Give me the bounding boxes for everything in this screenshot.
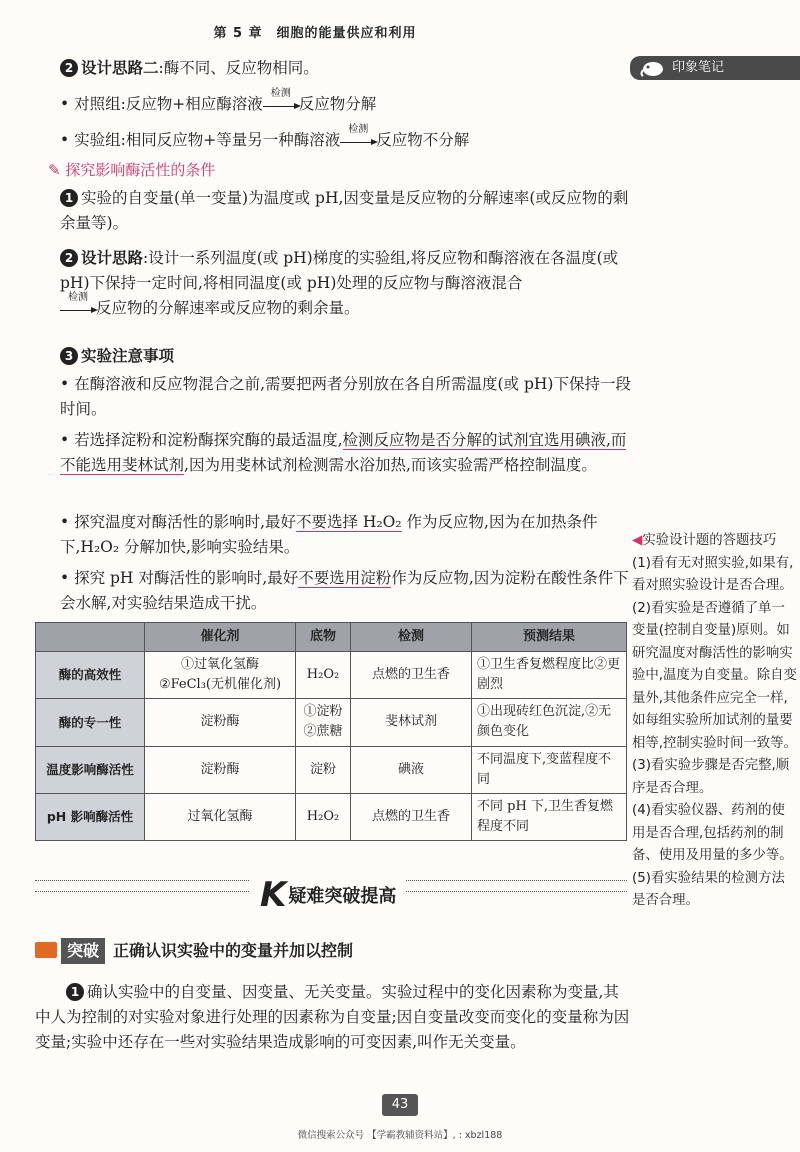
- sidebar-title: [632, 530, 798, 553]
- table-header: 检测: [351, 623, 472, 652]
- cell-result: ①卫生香复燃程度比②更剧烈: [472, 652, 627, 699]
- num-badge: 1: [60, 189, 78, 207]
- arrow-label: 检测: [270, 88, 291, 99]
- row-label: 温度影响酶活性: [36, 746, 145, 793]
- para-1-text: 实验的自变量(单一变量)为温度或 pH,因变量是反应物的分解速率(或反应物的剩余量等)。: [60, 189, 629, 232]
- experiment-prefix: • 实验组:相同反应物+等量另一种酶溶液: [60, 131, 341, 149]
- pen-icon: ✎: [48, 161, 61, 179]
- table-header: [36, 623, 145, 652]
- table-row: [36, 699, 627, 746]
- cell-catalyst: 过氧化氢酶: [145, 793, 296, 840]
- bullet-3-underlined: 不要选择 H₂O₂: [296, 513, 402, 531]
- cell-result: 不同温度下,变蓝程度不同: [472, 746, 627, 793]
- section3-para: [35, 980, 630, 1054]
- cell-detect: 斐林试剂: [351, 699, 472, 746]
- sidebar-item: (3)看实验步骤是否完整,顺序是否合理。: [632, 758, 790, 796]
- bullet-4-a: • 探究 pH 对酶活性的影响时,最好: [60, 569, 299, 587]
- cell-line: ①淀粉: [303, 704, 343, 720]
- heading-text: 探究影响酶活性的条件: [65, 161, 216, 179]
- banner-title: 疑难突破提高: [288, 886, 397, 907]
- sidebar-item: (5)看实验结果的检测方法是否合理。: [632, 870, 785, 908]
- para-2-label: 设计思路: [81, 249, 144, 267]
- cell-result: ①出现砖红色沉淀,②无颜色变化: [472, 699, 627, 746]
- note-tab-label: 印象笔记: [672, 60, 725, 75]
- sidebar-notes: [632, 530, 798, 913]
- cell-detect: 点燃的卫生香: [351, 652, 472, 699]
- page-number: 43: [382, 1094, 418, 1116]
- detect-arrow: [263, 88, 299, 116]
- arrow-label: 检测: [348, 124, 369, 135]
- bullet-2: [60, 428, 632, 478]
- detect-arrow: [60, 291, 96, 320]
- cell-substrate: H₂O₂: [296, 652, 351, 699]
- table-header: 底物: [296, 623, 351, 652]
- cell-line: ②FeCl₃(无机催化剂): [158, 677, 282, 693]
- cell-catalyst: 淀粉酶: [145, 699, 296, 746]
- sidebar-item: (2)看实验是否遵循了单一变量(控制自变量)原则。如研究温度对酶活性的影响实验中,温度为自变量。除自变量外,其他条件应完全一样,如每组实验所加试剂的量要相等,控制实验时间一致等。: [632, 600, 797, 751]
- section-banner: [250, 868, 406, 922]
- sidebar-item: (4)看实验仪器、药剂的使用是否合理,包括药剂的制备、使用及用量的多少等。: [632, 803, 793, 863]
- note-tab: [630, 56, 800, 80]
- num-badge: 1: [66, 983, 84, 1001]
- experiment-group-line: [60, 124, 625, 153]
- triangle-icon: ◀: [632, 533, 643, 548]
- elephant-icon: [640, 59, 666, 86]
- table-header: 催化剂: [145, 623, 296, 652]
- chapter-header: 第 5 章 细胞的能量供应和利用: [213, 26, 417, 41]
- book-icon: [35, 942, 57, 958]
- bullet-2-b: ,因为用斐林试剂检测需水浴加热,而该实验需严格控制温度。: [184, 455, 597, 474]
- bullet-4: [60, 566, 632, 616]
- cell-substrate: H₂O₂: [296, 793, 351, 840]
- comparison-table: [35, 622, 627, 841]
- section-heading: [48, 158, 215, 182]
- bullet-4-underlined: 不要选用淀粉: [298, 569, 392, 587]
- bullet-4-b: 作为反应物,因为淀粉在酸性条件下会水解,对实验结果造成干扰。: [60, 569, 629, 612]
- breakthrough-title: 正确认识实验中的变量并加以控制: [113, 941, 354, 960]
- cell-catalyst: 淀粉酶: [145, 746, 296, 793]
- para-2: [60, 246, 632, 320]
- arrow-label: 检测: [68, 291, 88, 303]
- idea2-label: 设计思路二: [81, 59, 159, 77]
- row-label: 酶的专一性: [36, 699, 145, 746]
- bullet-3: [60, 510, 632, 560]
- table-header: 预测结果: [472, 623, 627, 652]
- table-row: [36, 793, 627, 840]
- cell-result: 不同 pH 下,卫生香复燃程度不同: [472, 793, 627, 840]
- footer-text: 微信搜索公众号 【学霸教辅资料站】, : xbzl188: [297, 1130, 503, 1141]
- num-badge: 2: [60, 59, 78, 77]
- idea2-text: :酶不同、反应物相同。: [158, 59, 319, 77]
- para-2-tail: 反应物的分解速率或反应物的剩余量。: [96, 298, 360, 317]
- bullet-3-b: 作为反应物,因为在加热条件下,H₂O₂ 分解加快,影响实验结果。: [60, 513, 598, 556]
- banner-k-logo: K: [260, 875, 287, 915]
- cell-detect: 点燃的卫生香: [351, 793, 472, 840]
- num-badge: 2: [60, 249, 78, 267]
- cell-detect: 碘液: [351, 746, 472, 793]
- breakthrough-tag: 突破: [61, 938, 105, 964]
- control-suffix: 反应物分解: [298, 95, 377, 113]
- breakthrough-heading: [35, 938, 353, 964]
- para-2-text: :设计一系列温度(或 pH)梯度的实验组,将反应物和酶溶液在各温度(或 pH)下保持一定时间,将相同温度(或 pH)处理的反应物与酶溶液混合: [60, 249, 619, 292]
- para-1: [60, 186, 632, 236]
- control-prefix: • 对照组:反应物+相应酶溶液: [60, 95, 263, 113]
- table-row: [36, 746, 627, 793]
- bullet-1: • 在酶溶液和反应物混合之前,需要把两者分别放在各自所需温度(或 pH)下保持一段时间。: [60, 375, 631, 418]
- table-header-row: [36, 623, 627, 652]
- para-3-label: 实验注意事项: [81, 347, 175, 365]
- para-3-title: [60, 344, 625, 369]
- bullet-2-underlined: 检测反应物是否分解的试剂宜选用碘液,而不能选用斐林试剂: [60, 431, 627, 474]
- row-label: pH 影响酶活性: [36, 793, 145, 840]
- experiment-suffix: 反应物不分解: [376, 131, 470, 149]
- sidebar-title-text: 实验设计题的答题技巧: [642, 533, 777, 548]
- section3-text: 确认实验中的自变量、因变量、无关变量。实验过程中的变化因素称为变量,其中人为控制的对实验对象进行处理的因素称为自变量;因自变量改变而变化的变量称为因变量;实验中还存在一些对实验结果造成影响的可变因素,叫作无关变量。: [35, 983, 630, 1051]
- num-badge: 3: [60, 347, 78, 365]
- row-label: 酶的高效性: [36, 652, 145, 699]
- cell-substrate: 淀粉: [296, 746, 351, 793]
- cell-substrate: [296, 699, 351, 746]
- bullet-3-a: • 探究温度对酶活性的影响时,最好: [60, 513, 296, 531]
- detect-arrow: [340, 124, 376, 152]
- table-row: [36, 652, 627, 699]
- idea2-line: [60, 56, 625, 81]
- control-group-line: [60, 88, 625, 117]
- sidebar-item: (1)看有无对照实验,如果有,看对照实验设计是否合理。: [632, 555, 794, 593]
- bullet-2-a: • 若选择淀粉和淀粉酶探究酶的最适温度,: [60, 431, 343, 449]
- cell-line: ①过氧化氢酶: [180, 657, 259, 672]
- cell-catalyst: [145, 652, 296, 699]
- cell-line: ②蔗糖: [303, 724, 343, 740]
